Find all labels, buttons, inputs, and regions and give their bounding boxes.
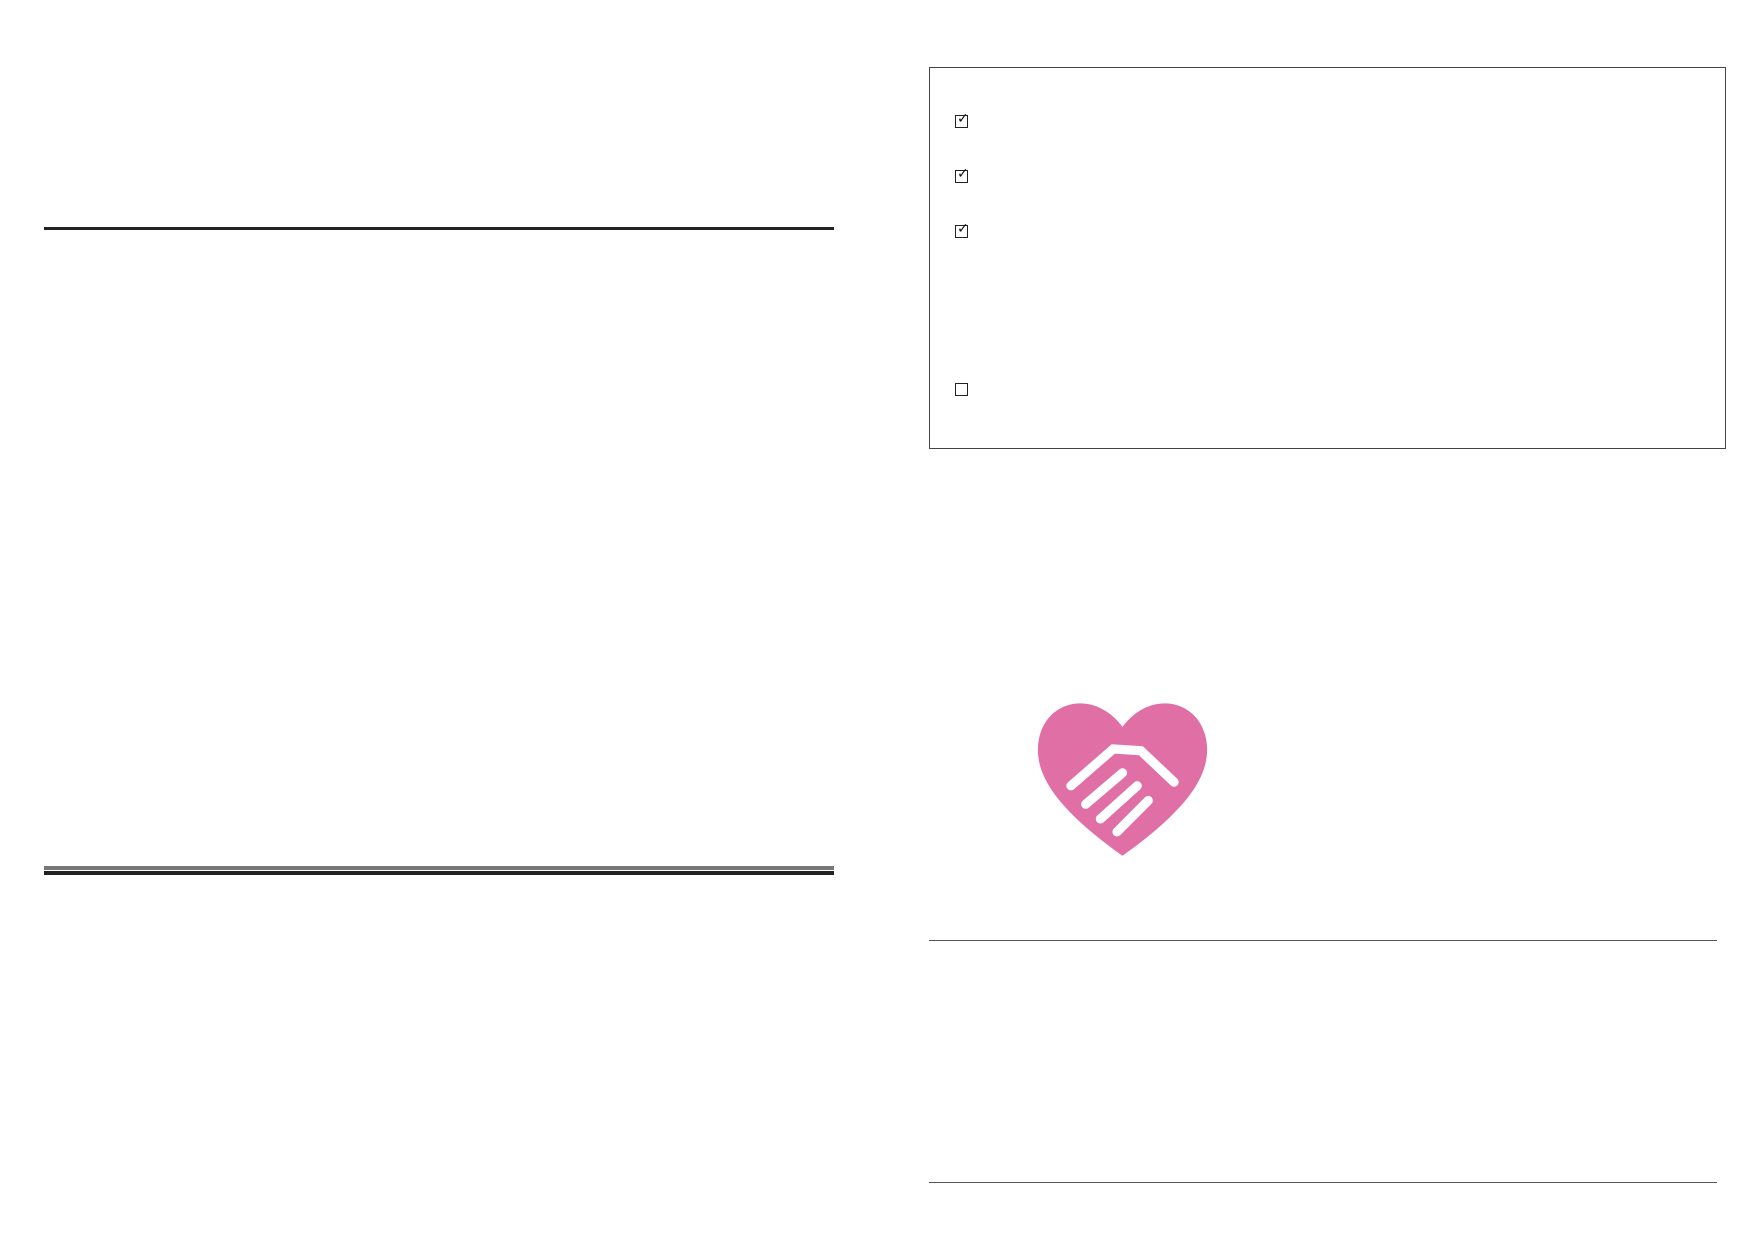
stats-divider-bottom [929, 1182, 1717, 1183]
order-row [48, 601, 834, 625]
order-row [48, 293, 834, 317]
offering-row [969, 1083, 1669, 1107]
order-row [48, 249, 834, 273]
stats-divider-top [929, 940, 1717, 941]
order-row [48, 425, 834, 449]
attendance-row [969, 1014, 1709, 1038]
checkbox-checked [955, 166, 969, 183]
header-divider [44, 227, 834, 230]
announcements-box [929, 67, 1726, 449]
order-row [48, 689, 834, 713]
check-icon: ✓ [957, 166, 969, 182]
checkbox-unchecked [955, 383, 968, 396]
check-icon: ✓ [957, 111, 969, 127]
checkbox-checked [955, 111, 969, 128]
check-icon: ✓ [957, 221, 969, 237]
heart-handshake-logo [1030, 690, 1215, 865]
heart-shape [1038, 703, 1207, 855]
order-row [48, 645, 834, 669]
offering-row [969, 1145, 1669, 1169]
order-row [48, 381, 834, 405]
order-row [48, 777, 834, 801]
order-row [48, 733, 834, 757]
double-divider-bottom [44, 871, 834, 875]
attendance-row [969, 983, 1709, 1007]
checkbox-checked [955, 221, 969, 238]
order-row [48, 557, 834, 581]
order-row [48, 821, 834, 845]
double-divider-top [44, 866, 834, 870]
order-row [48, 337, 834, 361]
order-row [48, 513, 834, 537]
order-row [48, 469, 834, 493]
offering-row [969, 1114, 1669, 1138]
